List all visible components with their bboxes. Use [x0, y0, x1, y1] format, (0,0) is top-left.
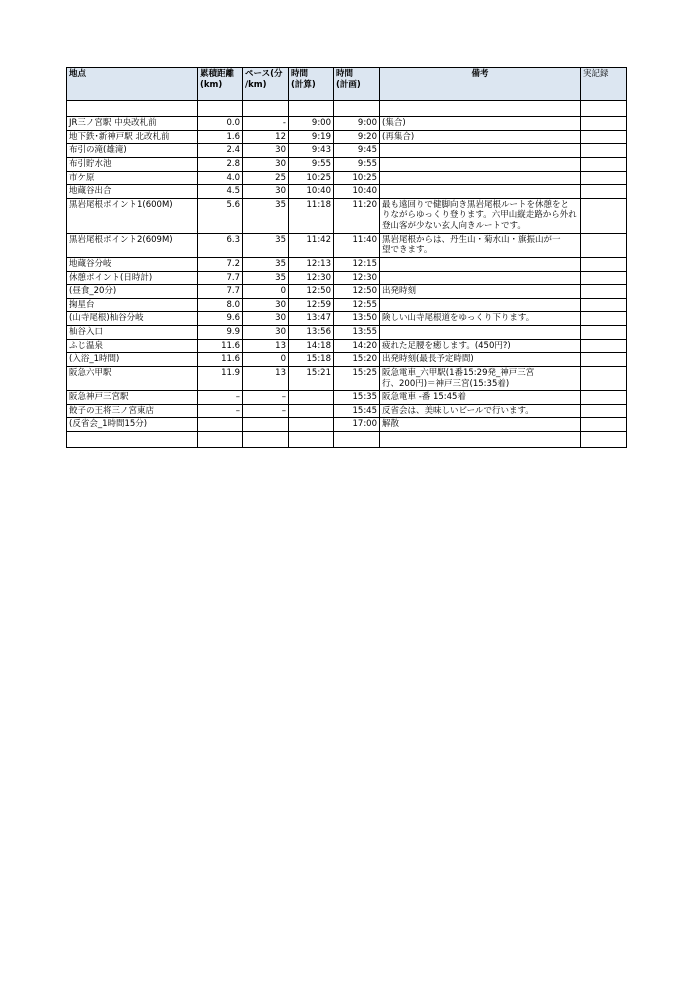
pace-cell: 13	[243, 366, 289, 390]
time-calc-cell	[289, 418, 334, 432]
actual-cell	[581, 130, 627, 144]
table-row	[67, 271, 627, 285]
time-calc-cell: 13:56	[289, 326, 334, 340]
header-time-calc	[289, 68, 334, 101]
pace-cell: 13	[243, 339, 289, 353]
time-plan-cell: 15:25	[334, 366, 380, 390]
time-plan-cell: 11:20	[334, 198, 380, 233]
place-cell: (入浴_1時間)	[67, 353, 198, 367]
actual-cell	[581, 157, 627, 171]
distance-cell: 8.0	[198, 298, 243, 312]
actual-cell	[581, 366, 627, 390]
empty-cell	[334, 432, 380, 448]
actual-cell	[581, 233, 627, 257]
spacer-cell	[289, 101, 334, 117]
header-time-calc-line1: 時間	[291, 69, 309, 79]
empty-cell	[581, 432, 627, 448]
pace-cell: 35	[243, 233, 289, 257]
notes-line: 黒岩尾根からは、丹生山・菊水山・旗振山が一	[382, 234, 561, 245]
notes-cell	[380, 157, 581, 171]
time-calc-cell: 9:55	[289, 157, 334, 171]
time-plan-cell: 12:55	[334, 298, 380, 312]
time-plan-cell: 12:15	[334, 257, 380, 271]
time-calc-cell: 9:43	[289, 144, 334, 158]
notes-line: 阪急電車_六甲駅(1番15:29発_神戸三宮	[382, 367, 535, 378]
spacer-cell	[380, 101, 581, 117]
header-time-calc-line2: (計算)	[291, 79, 316, 90]
header-distance-line2: (km)	[200, 79, 223, 90]
pace-cell: 30	[243, 312, 289, 326]
header-time-plan-line2: (計画)	[336, 79, 361, 90]
notes-cell	[380, 353, 581, 367]
header-actual: 実記録	[581, 68, 627, 101]
actual-cell	[581, 198, 627, 233]
table-row	[67, 404, 627, 418]
notes-cell	[380, 285, 581, 299]
place-cell: JR三ノ宮駅 中央改札前	[67, 117, 198, 131]
distance-cell: 7.2	[198, 257, 243, 271]
distance-cell: 6.3	[198, 233, 243, 257]
notes-cell	[380, 130, 581, 144]
time-calc-cell: 13:47	[289, 312, 334, 326]
place-cell: 地下鉄･新神戸駅 北改札前	[67, 130, 198, 144]
notes-cell	[380, 339, 581, 353]
pace-cell: 30	[243, 157, 289, 171]
time-plan-cell: 15:45	[334, 404, 380, 418]
notes-line: 出発時刻	[382, 286, 417, 297]
time-calc-cell: 12:30	[289, 271, 334, 285]
time-calc-cell	[289, 391, 334, 405]
table-row	[67, 366, 627, 390]
spacer-cell	[198, 101, 243, 117]
table-row	[67, 312, 627, 326]
time-calc-cell: 15:21	[289, 366, 334, 390]
pace-cell: 30	[243, 326, 289, 340]
table-row	[67, 257, 627, 271]
notes-line: (再集合)	[382, 131, 415, 142]
time-plan-cell: 12:50	[334, 285, 380, 299]
header-pace-line1: ペース(分	[245, 69, 283, 79]
table-row	[67, 185, 627, 199]
notes-line: りながらゆっくり登ります。六甲山縦走路から外れ	[382, 210, 577, 221]
hiking-schedule-table	[66, 67, 627, 448]
actual-cell	[581, 117, 627, 131]
place-cell: 阪急六甲駅	[67, 366, 198, 390]
time-plan-cell: 13:50	[334, 312, 380, 326]
pace-cell: 35	[243, 257, 289, 271]
table-row	[67, 157, 627, 171]
distance-cell: 9.6	[198, 312, 243, 326]
place-cell: 黒岩尾根ポイント1(600M)	[67, 198, 198, 233]
notes-line: 険しい山寺尾根道をゆっくり下ります。	[382, 313, 535, 324]
distance-cell: 4.0	[198, 171, 243, 185]
table-row	[67, 298, 627, 312]
empty-cell	[380, 432, 581, 448]
time-plan-cell: 12:30	[334, 271, 380, 285]
spacer-cell	[334, 101, 380, 117]
distance-cell: 4.5	[198, 185, 243, 199]
distance-cell: 9.9	[198, 326, 243, 340]
distance-cell: 11.9	[198, 366, 243, 390]
time-plan-cell: 9:20	[334, 130, 380, 144]
spacer-cell	[243, 101, 289, 117]
notes-line: 解散	[382, 419, 400, 430]
place-cell: (反省会_1時間15分)	[67, 418, 198, 432]
time-calc-cell: 15:18	[289, 353, 334, 367]
actual-cell	[581, 298, 627, 312]
actual-cell	[581, 312, 627, 326]
place-cell: 黒岩尾根ポイント2(609M)	[67, 233, 198, 257]
header-distance	[198, 68, 243, 101]
place-cell: 布引貯水池	[67, 157, 198, 171]
actual-cell	[581, 404, 627, 418]
time-calc-cell: 9:00	[289, 117, 334, 131]
place-cell: 市ケ原	[67, 171, 198, 185]
place-cell: 餃子の王将三ノ宮東店	[67, 404, 198, 418]
notes-cell	[380, 366, 581, 390]
place-cell: 杣谷入口	[67, 326, 198, 340]
distance-cell	[198, 418, 243, 432]
time-plan-cell: 9:55	[334, 157, 380, 171]
spacer-cell	[581, 101, 627, 117]
table-row	[67, 353, 627, 367]
empty-cell	[198, 432, 243, 448]
schedule-rows	[67, 101, 627, 432]
pace-cell: 35	[243, 198, 289, 233]
header-time-plan-line1: 時間	[336, 69, 354, 79]
notes-line: 疲れた足腰を癒します。(450円?)	[382, 340, 511, 351]
notes-cell	[380, 326, 581, 340]
actual-cell	[581, 144, 627, 158]
notes-cell	[380, 298, 581, 312]
distance-cell: 2.8	[198, 157, 243, 171]
notes-line: 行、200円)＝神戸三宮(15:35着)	[382, 378, 510, 389]
pace-cell: 25	[243, 171, 289, 185]
pace-cell: 30	[243, 144, 289, 158]
header-notes: 備考	[380, 68, 581, 101]
time-calc-cell: 11:18	[289, 198, 334, 233]
time-plan-cell: 15:20	[334, 353, 380, 367]
time-calc-cell: 11:42	[289, 233, 334, 257]
notes-line: 最も遠回りで健脚向き黒岩尾根ルートを休憩をと	[382, 199, 570, 210]
actual-cell	[581, 271, 627, 285]
actual-cell	[581, 285, 627, 299]
pace-cell: –	[243, 391, 289, 405]
trailing-rows	[67, 432, 627, 448]
time-plan-cell: 17:00	[334, 418, 380, 432]
table-row	[67, 198, 627, 233]
table-row	[67, 418, 627, 432]
header-row	[67, 68, 627, 101]
distance-cell: 7.7	[198, 271, 243, 285]
pace-cell: 30	[243, 298, 289, 312]
table-row	[67, 117, 627, 131]
actual-cell	[581, 326, 627, 340]
time-calc-cell: 14:18	[289, 339, 334, 353]
header-distance-line1: 累積距離	[200, 69, 235, 79]
notes-cell	[380, 391, 581, 405]
pace-cell: 30	[243, 185, 289, 199]
place-cell: 休憩ポイント(日時計)	[67, 271, 198, 285]
notes-cell	[380, 144, 581, 158]
notes-cell	[380, 185, 581, 199]
pace-cell: 0	[243, 285, 289, 299]
time-plan-cell: 10:40	[334, 185, 380, 199]
notes-line: 出発時刻(最長予定時間)	[382, 354, 474, 365]
pace-cell: 12	[243, 130, 289, 144]
distance-cell: 7.7	[198, 285, 243, 299]
distance-cell: 2.4	[198, 144, 243, 158]
time-calc-cell: 9:19	[289, 130, 334, 144]
time-plan-cell: 13:55	[334, 326, 380, 340]
table-row	[67, 144, 627, 158]
notes-line: 反省会は、美味しいビールで行います。	[382, 405, 534, 416]
time-plan-cell: 9:00	[334, 117, 380, 131]
header-pace-line2: /km)	[245, 79, 267, 90]
time-calc-cell: 12:59	[289, 298, 334, 312]
empty-cell	[289, 432, 334, 448]
time-calc-cell: 12:13	[289, 257, 334, 271]
distance-cell: 11.6	[198, 353, 243, 367]
notes-line: (集合)	[382, 118, 406, 128]
distance-cell: 11.6	[198, 339, 243, 353]
actual-cell	[581, 257, 627, 271]
time-calc-cell	[289, 404, 334, 418]
actual-cell	[581, 339, 627, 353]
notes-cell	[380, 171, 581, 185]
table-row	[67, 326, 627, 340]
notes-line: 登山客が少ない玄人向きルートです。	[382, 221, 526, 231]
place-cell: 掬星台	[67, 298, 198, 312]
pace-cell: 0	[243, 353, 289, 367]
notes-line: 阪急電車 -番 15:45着	[382, 392, 466, 403]
empty-cell	[67, 432, 198, 448]
time-calc-cell: 10:25	[289, 171, 334, 185]
table-row	[67, 285, 627, 299]
header-pace	[243, 68, 289, 101]
pace-cell	[243, 418, 289, 432]
time-plan-cell: 9:45	[334, 144, 380, 158]
place-cell: 地蔵谷出合	[67, 185, 198, 199]
table-row	[67, 233, 627, 257]
table-row	[67, 339, 627, 353]
distance-cell: –	[198, 391, 243, 405]
distance-cell: –	[198, 404, 243, 418]
place-cell: 布引の滝(雄滝)	[67, 144, 198, 158]
notes-cell	[380, 312, 581, 326]
pace-cell: –	[243, 404, 289, 418]
notes-cell	[380, 233, 581, 257]
actual-cell	[581, 391, 627, 405]
place-cell: 阪急神戸三宮駅	[67, 391, 198, 405]
distance-cell: 0.0	[198, 117, 243, 131]
notes-cell	[380, 257, 581, 271]
place-cell: ふじ温泉	[67, 339, 198, 353]
actual-cell	[581, 418, 627, 432]
empty-row	[67, 432, 627, 448]
time-calc-cell: 10:40	[289, 185, 334, 199]
header-place: 地点	[67, 68, 198, 101]
place-cell: (山寺尾根)杣谷分岐	[67, 312, 198, 326]
notes-cell	[380, 404, 581, 418]
time-calc-cell: 12:50	[289, 285, 334, 299]
time-plan-cell: 11:40	[334, 233, 380, 257]
actual-cell	[581, 171, 627, 185]
time-plan-cell: 10:25	[334, 171, 380, 185]
header-time-plan	[334, 68, 380, 101]
table-row	[67, 391, 627, 405]
notes-cell	[380, 117, 581, 131]
notes-cell	[380, 418, 581, 432]
actual-cell	[581, 185, 627, 199]
notes-line: 望できます。	[382, 245, 433, 256]
pace-cell: 35	[243, 271, 289, 285]
table-row	[67, 171, 627, 185]
notes-cell	[380, 271, 581, 285]
pace-cell: -	[243, 117, 289, 131]
distance-cell: 5.6	[198, 198, 243, 233]
notes-cell	[380, 198, 581, 233]
table-row	[67, 130, 627, 144]
time-plan-cell: 15:35	[334, 391, 380, 405]
place-cell: 地蔵谷分岐	[67, 257, 198, 271]
place-cell: (昼食_20分)	[67, 285, 198, 299]
spacer-row	[67, 101, 627, 117]
time-plan-cell: 14:20	[334, 339, 380, 353]
empty-cell	[243, 432, 289, 448]
actual-cell	[581, 353, 627, 367]
distance-cell: 1.6	[198, 130, 243, 144]
spacer-cell	[67, 101, 198, 117]
